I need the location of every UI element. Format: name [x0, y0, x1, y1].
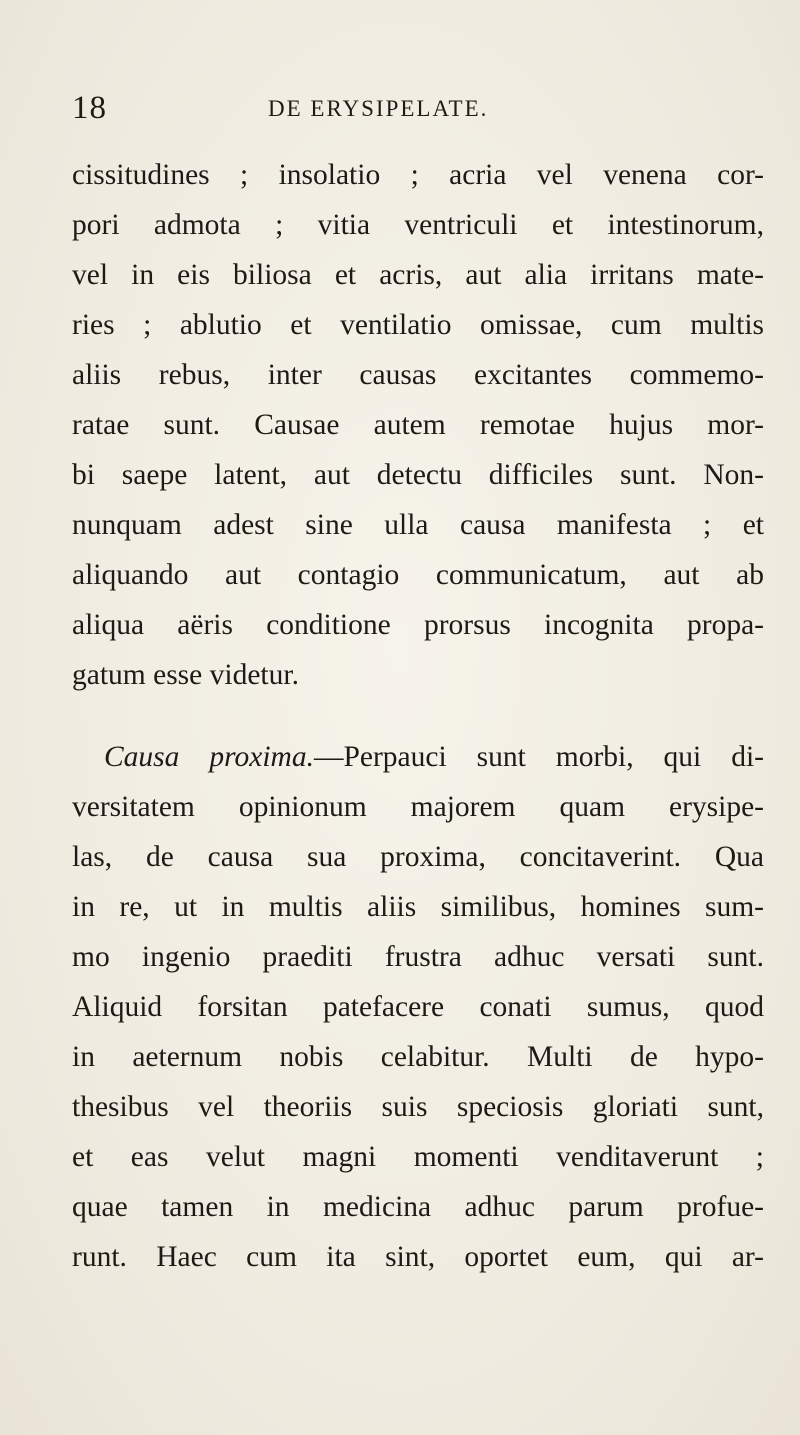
- text-line: in re, ut in multis aliis similibus, homines sum-: [72, 891, 764, 923]
- running-head: DE ERYSIPELATE.: [268, 96, 489, 121]
- text-line: thesibus vel theoriis suis speciosis gloriati sunt,: [72, 1091, 764, 1123]
- section-first-line-text: —Perpauci sunt morbi, qui di-: [313, 741, 764, 773]
- text-line: aliqua aëris conditione prorsus incognita propa-: [72, 609, 764, 641]
- text-line: bi saepe latent, aut detectu difficiles sunt. Non-: [72, 459, 764, 491]
- text-line: gatum esse videtur.: [72, 659, 299, 691]
- text-line: in aeternum nobis celabitur. Multi de hypo-: [72, 1041, 764, 1073]
- page-number: 18: [72, 90, 107, 126]
- section-first-line: [104, 732, 764, 782]
- text-line: runt. Haec cum ita sint, oportet eum, qui ar-: [72, 1241, 764, 1273]
- text-line: aliquando aut contagio communicatum, aut ab: [72, 559, 764, 591]
- text-line: nunquam adest sine ulla causa manifesta ; et: [72, 509, 764, 541]
- text-line: versitatem opinionum majorem quam erysipe-: [72, 791, 764, 823]
- text-line: cissitudines ; insolatio ; acria vel venena cor-: [72, 159, 764, 191]
- text-line: aliis rebus, inter causas excitantes commemo-: [72, 359, 764, 391]
- text-line: ratae sunt. Causae autem remotae hujus mor-: [72, 409, 764, 441]
- text-line: vel in eis biliosa et acris, aut alia irritans mate-: [72, 259, 764, 291]
- page-header: [0, 88, 800, 128]
- section-heading: Causa proxima.: [104, 741, 314, 773]
- text-line: mo ingenio praediti frustra adhuc versati sunt.: [72, 941, 764, 973]
- text-line: et eas velut magni momenti venditaverunt ;: [72, 1141, 764, 1173]
- text-line: ries ; ablutio et ventilatio omissae, cum multis: [72, 309, 764, 341]
- text-line: quae tamen in medicina adhuc parum profue-: [72, 1191, 764, 1223]
- text-line: Aliquid forsitan patefacere conati sumus, quod: [72, 991, 764, 1023]
- text-line: pori admota ; vitia ventriculi et intestinorum,: [72, 209, 764, 241]
- text-line: las, de causa sua proxima, concitaverint. Qua: [72, 841, 764, 873]
